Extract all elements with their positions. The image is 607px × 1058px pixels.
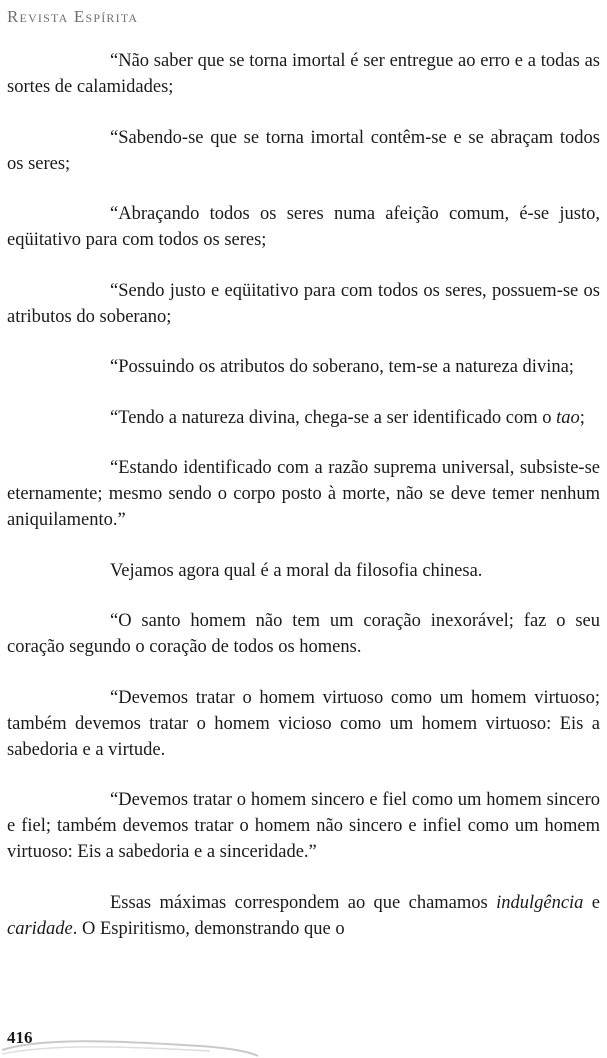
caridade-term: caridade (7, 918, 73, 939)
paragraph-8: Vejamos agora qual é a moral da filosofia chinesa. (110, 560, 483, 581)
page-number: 416 (7, 1028, 33, 1047)
paragraph-6 (7, 405, 600, 431)
body-text (7, 48, 600, 966)
tao-term: tao (556, 407, 580, 428)
paragraph-6-text: “Tendo a natureza divina, chega-se a ser identificado com o (110, 407, 557, 428)
paragraph-12-text: Essas máximas correspondem ao que chamamos (110, 892, 497, 913)
paragraph-5: “Possuindo os atributos do soberano, tem-se a natureza divina; (110, 357, 574, 377)
paragraph-6-end: ; (579, 407, 585, 428)
paragraph-7: “Estando identificado com a razão suprema universal, subsiste-se eternamente; mesmo sendo o corpo posto à morte, não se deve temer nenhum aniquilamento.” (7, 458, 600, 530)
paragraph-12 (7, 890, 600, 942)
paragraph-12-conj: e (583, 892, 600, 913)
paragraph-12-end: . O Espiritismo, demonstrando que o (72, 918, 345, 939)
paragraph-2: “Sabendo-se que se torna imortal contêm-se e se abraçam todos os seres; (7, 127, 600, 174)
paragraph-1: “Não saber que se torna imortal é ser entregue ao erro e a todas as sortes de calamidades; (7, 51, 600, 97)
folio-swoosh-ornament (0, 1030, 260, 1058)
paragraph-4: “Sendo justo e eqüitativo para com todos os seres, possuem-se os atributos do soberano; (7, 280, 600, 327)
paragraph-3: “Abraçando todos os seres numa afeição comum, é-se justo, eqüitativo para com todos os seres; (7, 204, 600, 250)
paragraph-10: “Devemos tratar o homem virtuoso como um homem virtuoso; também devemos tratar o homem vicioso como um homem virtuoso: Eis a sabedoria e a virtude. (7, 687, 600, 760)
paragraph-11: “Devemos tratar o homem sincero e fiel como um homem sincero e fiel; também devemos tratar o homem não sincero e infiel como um homem virtuoso: Eis a sabedoria e a sinceridade.” (7, 790, 600, 862)
paragraph-9: “O santo homem não tem um coração inexorável; faz o seu coração segundo o coração de todos os homens. (7, 611, 600, 657)
indulgencia-term: indulgência (496, 892, 584, 913)
running-head: Revista Espírita (7, 7, 139, 26)
